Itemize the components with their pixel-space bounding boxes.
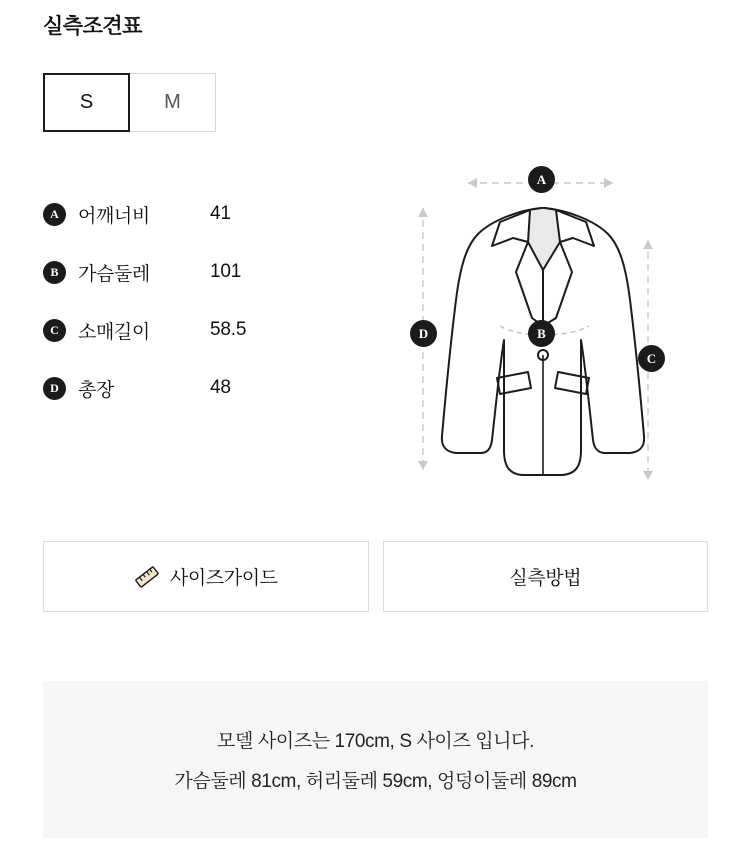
measurement-label-c: 소매길이 (78, 321, 150, 343)
ruler-icon (134, 564, 160, 590)
size-tab-s[interactable]: S (43, 73, 130, 132)
badge-b-icon: B (43, 261, 66, 284)
size-tab-group[interactable] (43, 73, 216, 132)
size-guide-button[interactable] (43, 541, 369, 612)
measurement-label-a: 어깨너비 (78, 205, 150, 227)
how-to-measure-button[interactable] (383, 541, 709, 612)
measurement-row-b (43, 243, 343, 301)
garment-illustration (380, 150, 710, 510)
badge-a-icon: A (43, 203, 66, 226)
model-size-note (43, 681, 708, 838)
measurement-label-d: 총장 (78, 379, 114, 401)
measurement-value-b: 101 (210, 261, 242, 282)
guide-button-row (43, 541, 708, 612)
diagram-badge-c: C (638, 345, 665, 372)
measurement-value-c: 58.5 (210, 319, 247, 340)
measurement-list (43, 185, 343, 417)
how-to-measure-button-label: 실측방법 (509, 568, 582, 589)
diagram-badge-d: D (410, 320, 437, 347)
size-guide-button-label: 사이즈가이드 (169, 568, 278, 589)
measurement-value-d: 48 (210, 377, 231, 398)
size-tab-m[interactable]: M (129, 73, 216, 132)
badge-c-icon: C (43, 319, 66, 342)
measurement-row-a (43, 185, 343, 243)
diagram-badge-a: A (528, 166, 555, 193)
model-size-line-1: 모델 사이즈는 170cm, S 사이즈 입니다. (217, 731, 534, 752)
page-title: 실측조견표 (43, 15, 142, 38)
badge-d-icon: D (43, 377, 66, 400)
measurement-row-c (43, 301, 343, 359)
model-size-line-2: 가슴둘레 81cm, 허리둘레 59cm, 엉덩이둘레 89cm (174, 771, 577, 792)
measurement-label-b: 가슴둘레 (78, 263, 150, 285)
diagram-badge-b: B (528, 320, 555, 347)
measurement-value-a: 41 (210, 203, 231, 224)
measurement-row-d (43, 359, 343, 417)
